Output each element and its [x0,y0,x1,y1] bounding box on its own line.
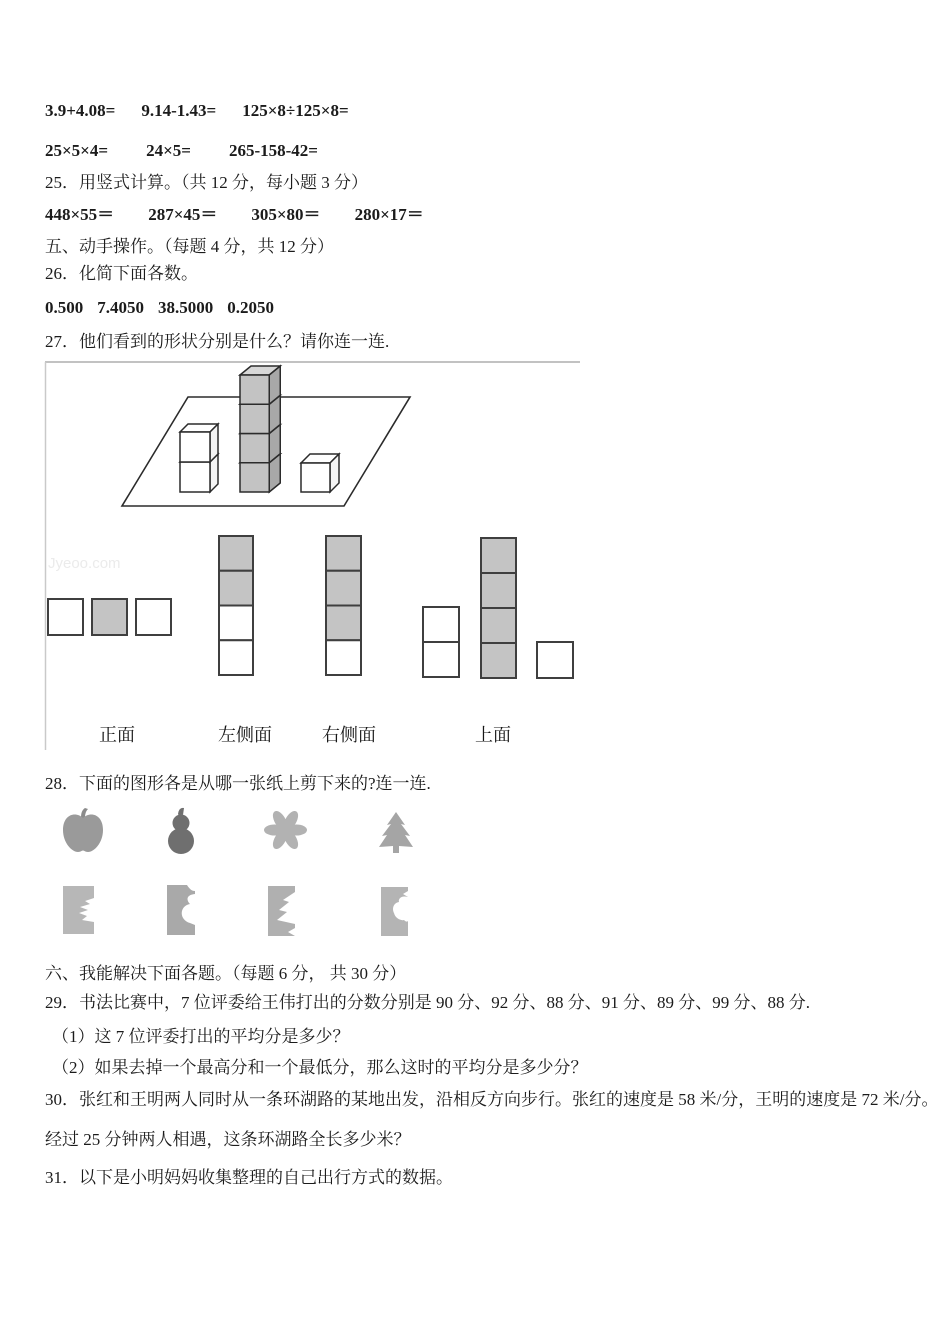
flower-shape-image [263,809,308,851]
question-29-sub2: （2）如果去掉一个最高分和一个最低分，那么这时的平均分是多少分？ [52,1058,588,1077]
gourd-shape-image [162,806,200,856]
calc-row-2 [45,140,318,162]
decimal-value: 38.5000 [158,298,214,317]
section-five-title: 五、动手操作。（每题 4 分，共 12 分） [45,237,334,256]
label-left-view: 左侧面 [218,725,272,745]
paper-flower-cutout [63,886,94,934]
calc-item: 287×45＝ [148,205,218,224]
question-27: 27．他们看到的形状分别是什么？请你连一连. [45,332,390,351]
calc-item: 280×17＝ [354,205,424,224]
vertical-calc-row [45,204,424,226]
question-27-figure [0,355,950,755]
paper-tree-cutout [268,886,295,936]
question-25: 25．用竖式计算。（共 12 分，每小题 3 分） [45,173,368,192]
question-31: 31．以下是小明妈妈收集整理的自己出行方式的数据。 [45,1168,453,1187]
apple-shape-image [60,808,106,855]
question-30: 30．张红和王明两人同时从一条环湖路的某地出发，沿相反方向步行。张红的速度是 58 米/分，王明的速度是 72 米/分。 [45,1090,939,1109]
decimal-value: 0.2050 [227,298,274,317]
calc-item: 3.9+4.08= [45,101,116,120]
apple-body [63,814,103,852]
paper-gourd-cutout [167,885,195,935]
tree-body [379,812,413,853]
flower-petals [264,809,307,851]
paper-apple-cutout [381,887,408,936]
calc-item: 265-158-42= [228,141,318,160]
calc-item: 305×80＝ [251,205,321,224]
question-28: 28．下面的图形各是从哪一张纸上剪下来的?连一连. [45,774,431,793]
question-29: 29．书法比赛中，7 位评委给王伟打出的分数分别是 90 分、92 分、88 分、91 分、89 分、99 分、88 分. [45,993,810,1012]
tree-shape-image [378,810,414,854]
gourd-body [168,808,194,854]
decimal-value: 7.4050 [97,298,144,317]
calc-item: 9.14-1.43= [141,101,217,120]
calc-item: 125×8÷125×8= [242,101,349,120]
calc-row-1 [45,100,349,122]
question-26: 26．化简下面各数。 [45,264,198,283]
simplify-values-row [45,297,274,319]
label-top-view: 上面 [475,725,511,745]
question-30-continued: 经过 25 分钟两人相遇，这条环湖路全长多少米？ [45,1130,411,1149]
question-29-sub1: （1）这 7 位评委打出的平均分是多少？ [52,1027,350,1046]
calc-item: 25×5×4= [45,141,109,160]
decimal-value: 0.500 [45,298,84,317]
calc-item: 448×55＝ [45,205,115,224]
calc-item: 24×5= [146,141,191,160]
section-six-title: 六、我能解决下面各题。（每题 6 分， 共 30 分） [45,964,407,983]
projection-views [48,536,573,678]
label-right-view: 右侧面 [322,725,376,745]
watermark: Jyeoo.com [48,555,121,572]
label-front-view: 正面 [99,725,135,745]
